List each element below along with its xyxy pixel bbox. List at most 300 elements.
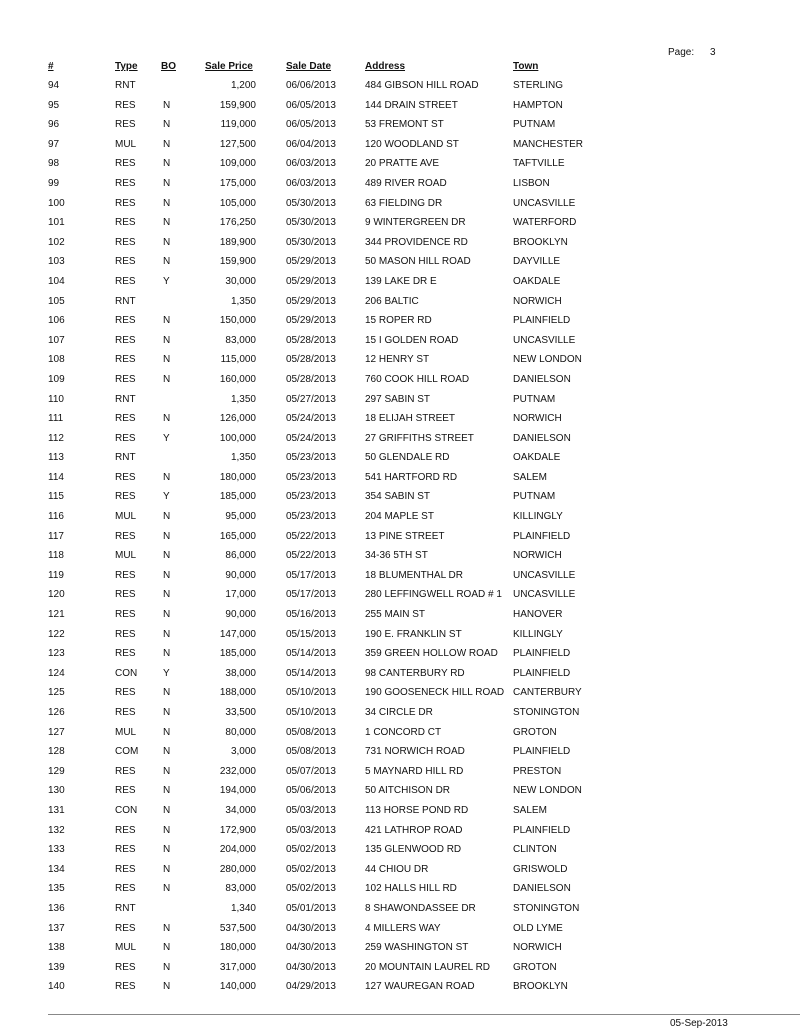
row-bo: N xyxy=(163,530,171,542)
row-type: RES xyxy=(115,961,136,973)
table-row xyxy=(0,433,800,453)
footer-divider xyxy=(48,1014,800,1015)
row-sale-price: 100,000 xyxy=(219,432,256,444)
table-row xyxy=(0,687,800,707)
row-bo: N xyxy=(163,863,171,875)
row-sale-price: 33,500 xyxy=(225,707,256,718)
row-type: RES xyxy=(115,197,136,209)
header-type: Type xyxy=(115,61,138,72)
row-address: 255 MAIN ST xyxy=(365,609,426,621)
row-number: 102 xyxy=(48,236,65,248)
row-address: 204 MAPLE ST xyxy=(365,511,434,523)
row-town: BROOKLYN xyxy=(513,981,568,993)
row-sale-price: 83,000 xyxy=(225,334,256,346)
row-address: 9 WINTERGREEN DR xyxy=(365,217,466,229)
row-type: RES xyxy=(115,119,136,131)
row-sale-price: 83,000 xyxy=(225,883,256,895)
row-bo: N xyxy=(163,804,171,816)
row-sale-date: 05/24/2013 xyxy=(285,432,336,444)
row-town: PLAINFIELD xyxy=(513,746,571,758)
row-number: 123 xyxy=(48,648,65,660)
row-sale-price: 34,000 xyxy=(225,804,256,816)
row-sale-price: 204,000 xyxy=(219,844,256,856)
table-header xyxy=(0,61,800,73)
row-number: 121 xyxy=(48,609,65,621)
row-type: RES xyxy=(115,785,136,797)
row-number: 117 xyxy=(48,530,64,542)
row-address: 102 HALLS HILL RD xyxy=(365,883,457,895)
row-sale-date: 05/08/2013 xyxy=(285,726,336,738)
table-row xyxy=(0,217,800,237)
row-number: 120 xyxy=(48,589,65,601)
row-sale-price: 232,000 xyxy=(219,765,256,777)
row-type: RES xyxy=(115,99,136,111)
table-row xyxy=(0,531,800,551)
row-bo: N xyxy=(163,256,171,268)
row-bo: N xyxy=(163,765,171,777)
row-number: 101 xyxy=(48,217,65,229)
row-sale-date: 05/14/2013 xyxy=(285,648,336,660)
row-number: 128 xyxy=(48,746,65,758)
table-row xyxy=(0,511,800,531)
row-bo: N xyxy=(163,550,171,562)
row-town: UNCASVILLE xyxy=(513,334,576,346)
row-bo: N xyxy=(163,177,171,189)
row-type: RES xyxy=(115,354,136,366)
row-number: 124 xyxy=(48,667,65,679)
row-address: 27 GRIFFITHS STREET xyxy=(365,432,474,444)
table-row xyxy=(0,648,800,668)
row-bo: N xyxy=(163,824,171,836)
row-sale-price: 185,000 xyxy=(219,491,256,503)
row-number: 96 xyxy=(48,119,60,131)
table-row xyxy=(0,805,800,825)
row-address: 190 E. FRANKLIN ST xyxy=(365,628,462,640)
row-type: RES xyxy=(115,707,136,718)
row-bo: N xyxy=(163,609,171,621)
row-sale-price: 126,000 xyxy=(219,413,256,425)
row-town: NEW LONDON xyxy=(513,785,582,797)
row-bo: N xyxy=(163,648,171,660)
row-bo: Y xyxy=(163,432,170,444)
row-type: RES xyxy=(115,648,136,660)
row-town: DANIELSON xyxy=(513,883,571,895)
row-address: 144 DRAIN STREET xyxy=(365,99,458,111)
row-bo: Y xyxy=(163,491,170,503)
row-bo: Y xyxy=(163,275,170,287)
row-number: 125 xyxy=(48,687,65,699)
table-row xyxy=(0,315,800,335)
table-row xyxy=(0,491,800,511)
table-row xyxy=(0,668,800,688)
row-sale-date: 05/30/2013 xyxy=(285,217,336,229)
table-row xyxy=(0,158,800,178)
table-row xyxy=(0,452,800,472)
row-sale-date: 05/15/2013 xyxy=(285,628,336,640)
row-sale-date: 05/02/2013 xyxy=(285,883,336,895)
row-sale-price: 119,000 xyxy=(220,119,256,131)
row-address: 63 FIELDING DR xyxy=(365,197,443,209)
row-sale-price: 159,900 xyxy=(219,99,256,111)
row-sale-price: 115,000 xyxy=(220,354,256,366)
row-number: 118 xyxy=(48,550,64,562)
row-number: 130 xyxy=(48,785,65,797)
row-sale-date: 05/03/2013 xyxy=(285,824,336,836)
row-type: MUL xyxy=(115,942,137,954)
row-address: 760 COOK HILL ROAD xyxy=(365,373,470,385)
row-type: RES xyxy=(115,765,136,777)
row-address: 20 MOUNTAIN LAUREL RD xyxy=(365,961,491,973)
row-sale-date: 05/27/2013 xyxy=(285,393,336,405)
row-address: 34 CIRCLE DR xyxy=(365,707,433,718)
table-row xyxy=(0,864,800,884)
row-address: 50 MASON HILL ROAD xyxy=(365,256,471,268)
row-sale-date: 05/07/2013 xyxy=(285,765,336,777)
row-number: 106 xyxy=(48,315,65,327)
row-type: MUL xyxy=(115,138,137,150)
row-town: UNCASVILLE xyxy=(513,569,576,581)
row-type: RNT xyxy=(115,80,136,91)
row-bo: N xyxy=(163,628,171,640)
row-town: MANCHESTER xyxy=(513,138,584,150)
row-sale-date: 05/29/2013 xyxy=(285,275,336,287)
row-type: RES xyxy=(115,256,136,268)
row-sale-date: 05/17/2013 xyxy=(285,589,336,601)
row-sale-price: 17,000 xyxy=(225,589,256,601)
row-bo: N xyxy=(163,922,171,934)
row-bo: N xyxy=(163,589,171,601)
row-sale-date: 05/28/2013 xyxy=(285,334,336,346)
row-town: NORWICH xyxy=(513,413,562,425)
row-town: GROTON xyxy=(513,726,557,738)
row-address: 127 WAUREGAN ROAD xyxy=(365,981,475,993)
row-sale-price: 1,350 xyxy=(230,295,256,307)
row-town: HAMPTON xyxy=(513,99,563,111)
row-sale-price: 180,000 xyxy=(219,471,256,483)
row-type: RES xyxy=(115,413,136,425)
table-row xyxy=(0,394,800,414)
row-number: 110 xyxy=(48,393,64,405)
row-bo: N xyxy=(163,334,171,346)
row-type: RES xyxy=(115,609,136,621)
row-bo: N xyxy=(163,511,171,523)
row-town: KILLINGLY xyxy=(513,511,563,523)
row-town: WATERFORD xyxy=(513,217,577,229)
table-row xyxy=(0,825,800,845)
header-bo: BO xyxy=(161,61,176,72)
row-sale-price: 188,000 xyxy=(219,687,256,699)
row-sale-date: 06/06/2013 xyxy=(285,80,336,91)
row-sale-price: 86,000 xyxy=(225,550,256,562)
row-town: UNCASVILLE xyxy=(513,589,576,601)
header-number: # xyxy=(48,61,54,72)
table-row xyxy=(0,335,800,355)
row-sale-price: 90,000 xyxy=(225,609,256,621)
row-sale-date: 05/29/2013 xyxy=(285,315,336,327)
table-row xyxy=(0,609,800,629)
row-address: 8 SHAWONDASSEE DR xyxy=(365,902,476,914)
row-bo: N xyxy=(163,197,171,209)
row-sale-date: 05/24/2013 xyxy=(285,413,336,425)
row-address: 120 WOODLAND ST xyxy=(365,138,459,150)
row-address: 139 LAKE DR E xyxy=(365,275,437,287)
row-bo: N xyxy=(163,844,171,856)
table-row xyxy=(0,746,800,766)
table-row xyxy=(0,139,800,159)
row-type: RES xyxy=(115,373,136,385)
row-town: PLAINFIELD xyxy=(513,315,571,327)
table-row xyxy=(0,727,800,747)
row-type: RNT xyxy=(115,295,136,307)
row-type: RES xyxy=(115,922,136,934)
row-number: 129 xyxy=(48,765,65,777)
row-address: 4 MILLERS WAY xyxy=(365,922,441,934)
row-address: 5 MAYNARD HILL RD xyxy=(365,765,464,777)
row-sale-date: 06/05/2013 xyxy=(285,99,336,111)
row-number: 109 xyxy=(48,373,65,385)
row-type: CON xyxy=(115,667,138,679)
row-number: 122 xyxy=(48,628,65,640)
row-type: RES xyxy=(115,236,136,248)
row-type: RES xyxy=(115,530,136,542)
table-row xyxy=(0,256,800,276)
row-town: OAKDALE xyxy=(513,275,561,287)
header-sale-price: Sale Price xyxy=(205,61,253,72)
row-sale-date: 05/23/2013 xyxy=(285,471,336,483)
row-type: RES xyxy=(115,863,136,875)
row-bo: N xyxy=(163,99,171,111)
row-number: 140 xyxy=(48,981,65,993)
row-sale-price: 1,340 xyxy=(230,902,256,914)
row-type: MUL xyxy=(115,726,137,738)
row-town: STONINGTON xyxy=(513,707,580,718)
row-address: 297 SABIN ST xyxy=(365,393,431,405)
row-bo: N xyxy=(163,942,171,954)
row-address: 359 GREEN HOLLOW ROAD xyxy=(365,648,498,660)
row-sale-date: 06/03/2013 xyxy=(285,177,336,189)
row-sale-price: 317,000 xyxy=(219,961,256,973)
row-type: RES xyxy=(115,824,136,836)
row-number: 104 xyxy=(48,275,65,287)
row-type: RES xyxy=(115,844,136,856)
header-address: Address xyxy=(365,61,406,72)
row-sale-date: 05/22/2013 xyxy=(285,530,336,542)
row-town: CLINTON xyxy=(513,844,557,856)
row-type: CON xyxy=(115,804,138,816)
row-address: 20 PRATTE AVE xyxy=(365,158,440,170)
row-address: 13 PINE STREET xyxy=(365,530,445,542)
row-town: BROOKLYN xyxy=(513,236,568,248)
row-type: RES xyxy=(115,471,136,483)
row-sale-price: 180,000 xyxy=(219,942,256,954)
row-number: 99 xyxy=(48,177,60,189)
row-sale-date: 04/29/2013 xyxy=(285,981,336,993)
footer-date: 05-Sep-2013 xyxy=(670,1018,728,1029)
row-town: PLAINFIELD xyxy=(513,667,571,679)
row-sale-price: 175,000 xyxy=(219,177,256,189)
table-row xyxy=(0,178,800,198)
row-number: 107 xyxy=(48,334,65,346)
row-sale-date: 04/30/2013 xyxy=(285,961,336,973)
row-bo: N xyxy=(163,373,171,385)
table-row xyxy=(0,100,800,120)
table-row xyxy=(0,354,800,374)
row-town: NORWICH xyxy=(513,295,562,307)
row-address: 344 PROVIDENCE RD xyxy=(365,236,468,248)
row-type: RES xyxy=(115,315,136,327)
table-row xyxy=(0,589,800,609)
row-town: NEW LONDON xyxy=(513,354,582,366)
row-number: 111 xyxy=(48,413,64,425)
row-bo: N xyxy=(163,726,171,738)
row-sale-date: 06/04/2013 xyxy=(285,138,336,150)
row-address: 113 HORSE POND RD xyxy=(365,804,469,816)
row-number: 112 xyxy=(48,432,64,444)
row-address: 354 SABIN ST xyxy=(365,491,431,503)
row-bo: N xyxy=(163,687,171,699)
row-town: HANOVER xyxy=(513,609,563,621)
row-type: RNT xyxy=(115,902,136,914)
page-label: Page: xyxy=(668,47,695,58)
row-address: 484 GIBSON HILL ROAD xyxy=(365,80,479,91)
row-number: 139 xyxy=(48,961,65,973)
row-number: 127 xyxy=(48,726,65,738)
row-number: 131 xyxy=(48,804,65,816)
row-sale-date: 05/16/2013 xyxy=(285,609,336,621)
row-town: DAYVILLE xyxy=(513,256,561,268)
row-sale-date: 05/28/2013 xyxy=(285,354,336,366)
row-type: RES xyxy=(115,217,136,229)
row-sale-date: 05/06/2013 xyxy=(285,785,336,797)
row-sale-price: 194,000 xyxy=(219,785,256,797)
row-address: 15 I GOLDEN ROAD xyxy=(365,334,459,346)
row-bo: N xyxy=(163,746,171,758)
row-town: UNCASVILLE xyxy=(513,197,576,209)
row-number: 133 xyxy=(48,844,65,856)
row-bo: N xyxy=(163,315,171,327)
row-bo: N xyxy=(163,119,171,131)
row-type: RES xyxy=(115,883,136,895)
header-sale-date: Sale Date xyxy=(286,61,332,72)
row-sale-price: 1,200 xyxy=(230,80,256,91)
row-number: 135 xyxy=(48,883,65,895)
table-row xyxy=(0,296,800,316)
row-sale-price: 30,000 xyxy=(225,275,256,287)
row-sale-price: 189,900 xyxy=(219,236,256,248)
row-bo: N xyxy=(163,158,171,170)
row-town: PRESTON xyxy=(513,765,562,777)
row-number: 138 xyxy=(48,942,65,954)
row-address: 206 BALTIC xyxy=(365,295,419,307)
row-address: 53 FREMONT ST xyxy=(365,119,444,131)
header-town: Town xyxy=(513,61,539,72)
row-sale-date: 05/23/2013 xyxy=(285,511,336,523)
table-row xyxy=(0,570,800,590)
row-sale-date: 05/03/2013 xyxy=(285,804,336,816)
table-row xyxy=(0,962,800,982)
row-sale-price: 165,000 xyxy=(219,530,256,542)
row-address: 18 ELIJAH STREET xyxy=(365,413,456,425)
table-row xyxy=(0,119,800,139)
table-row xyxy=(0,707,800,727)
row-sale-date: 05/02/2013 xyxy=(285,863,336,875)
row-address: 34-36 5TH ST xyxy=(365,550,428,562)
row-sale-date: 05/14/2013 xyxy=(285,667,336,679)
row-address: 259 WASHINGTON ST xyxy=(365,942,469,954)
row-number: 132 xyxy=(48,824,65,836)
row-sale-price: 185,000 xyxy=(219,648,256,660)
row-address: 135 GLENWOOD RD xyxy=(365,844,462,856)
table-row xyxy=(0,472,800,492)
row-sale-price: 38,000 xyxy=(225,667,256,679)
row-town: PUTNAM xyxy=(513,491,556,503)
row-sale-price: 95,000 xyxy=(225,511,256,523)
row-number: 108 xyxy=(48,354,65,366)
row-sale-date: 05/10/2013 xyxy=(285,707,336,718)
row-bo: N xyxy=(163,471,171,483)
row-type: RES xyxy=(115,491,136,503)
row-town: STERLING xyxy=(513,80,564,91)
row-address: 421 LATHROP ROAD xyxy=(365,824,463,836)
row-sale-date: 05/08/2013 xyxy=(285,746,336,758)
row-address: 541 HARTFORD RD xyxy=(365,471,458,483)
row-sale-price: 1,350 xyxy=(230,393,256,405)
row-number: 94 xyxy=(48,80,60,91)
row-address: 12 HENRY ST xyxy=(365,354,430,366)
row-number: 137 xyxy=(48,922,65,934)
row-town: DANIELSON xyxy=(513,373,571,385)
table-row xyxy=(0,80,800,100)
row-sale-date: 04/30/2013 xyxy=(285,942,336,954)
row-number: 116 xyxy=(48,511,64,523)
row-town: NORWICH xyxy=(513,550,562,562)
row-number: 136 xyxy=(48,902,65,914)
row-town: PUTNAM xyxy=(513,393,556,405)
row-town: TAFTVILLE xyxy=(513,158,565,170)
row-number: 103 xyxy=(48,256,65,268)
row-sale-date: 05/01/2013 xyxy=(285,902,336,914)
row-bo: Y xyxy=(163,667,170,679)
row-sale-price: 109,000 xyxy=(219,158,256,170)
row-town: OLD LYME xyxy=(513,922,563,934)
row-sale-price: 90,000 xyxy=(225,569,256,581)
row-type: RES xyxy=(115,275,136,287)
row-bo: N xyxy=(163,961,171,973)
row-bo: N xyxy=(163,883,171,895)
row-address: 731 NORWICH ROAD xyxy=(365,746,465,758)
row-sale-price: 80,000 xyxy=(225,726,256,738)
row-sale-price: 150,000 xyxy=(219,315,256,327)
row-bo: N xyxy=(163,217,171,229)
row-type: RES xyxy=(115,334,136,346)
row-address: 489 RIVER ROAD xyxy=(365,177,447,189)
table-row xyxy=(0,413,800,433)
table-row xyxy=(0,923,800,943)
row-bo: N xyxy=(163,785,171,797)
row-town: GROTON xyxy=(513,961,557,973)
row-number: 97 xyxy=(48,138,60,150)
row-type: RES xyxy=(115,177,136,189)
row-town: NORWICH xyxy=(513,942,562,954)
row-bo: N xyxy=(163,569,171,581)
row-sale-date: 06/03/2013 xyxy=(285,158,336,170)
row-sale-date: 05/22/2013 xyxy=(285,550,336,562)
sales-table-body xyxy=(0,80,800,1001)
row-bo: N xyxy=(163,981,171,993)
row-sale-date: 05/02/2013 xyxy=(285,844,336,856)
row-sale-date: 05/30/2013 xyxy=(285,236,336,248)
row-number: 100 xyxy=(48,197,65,209)
